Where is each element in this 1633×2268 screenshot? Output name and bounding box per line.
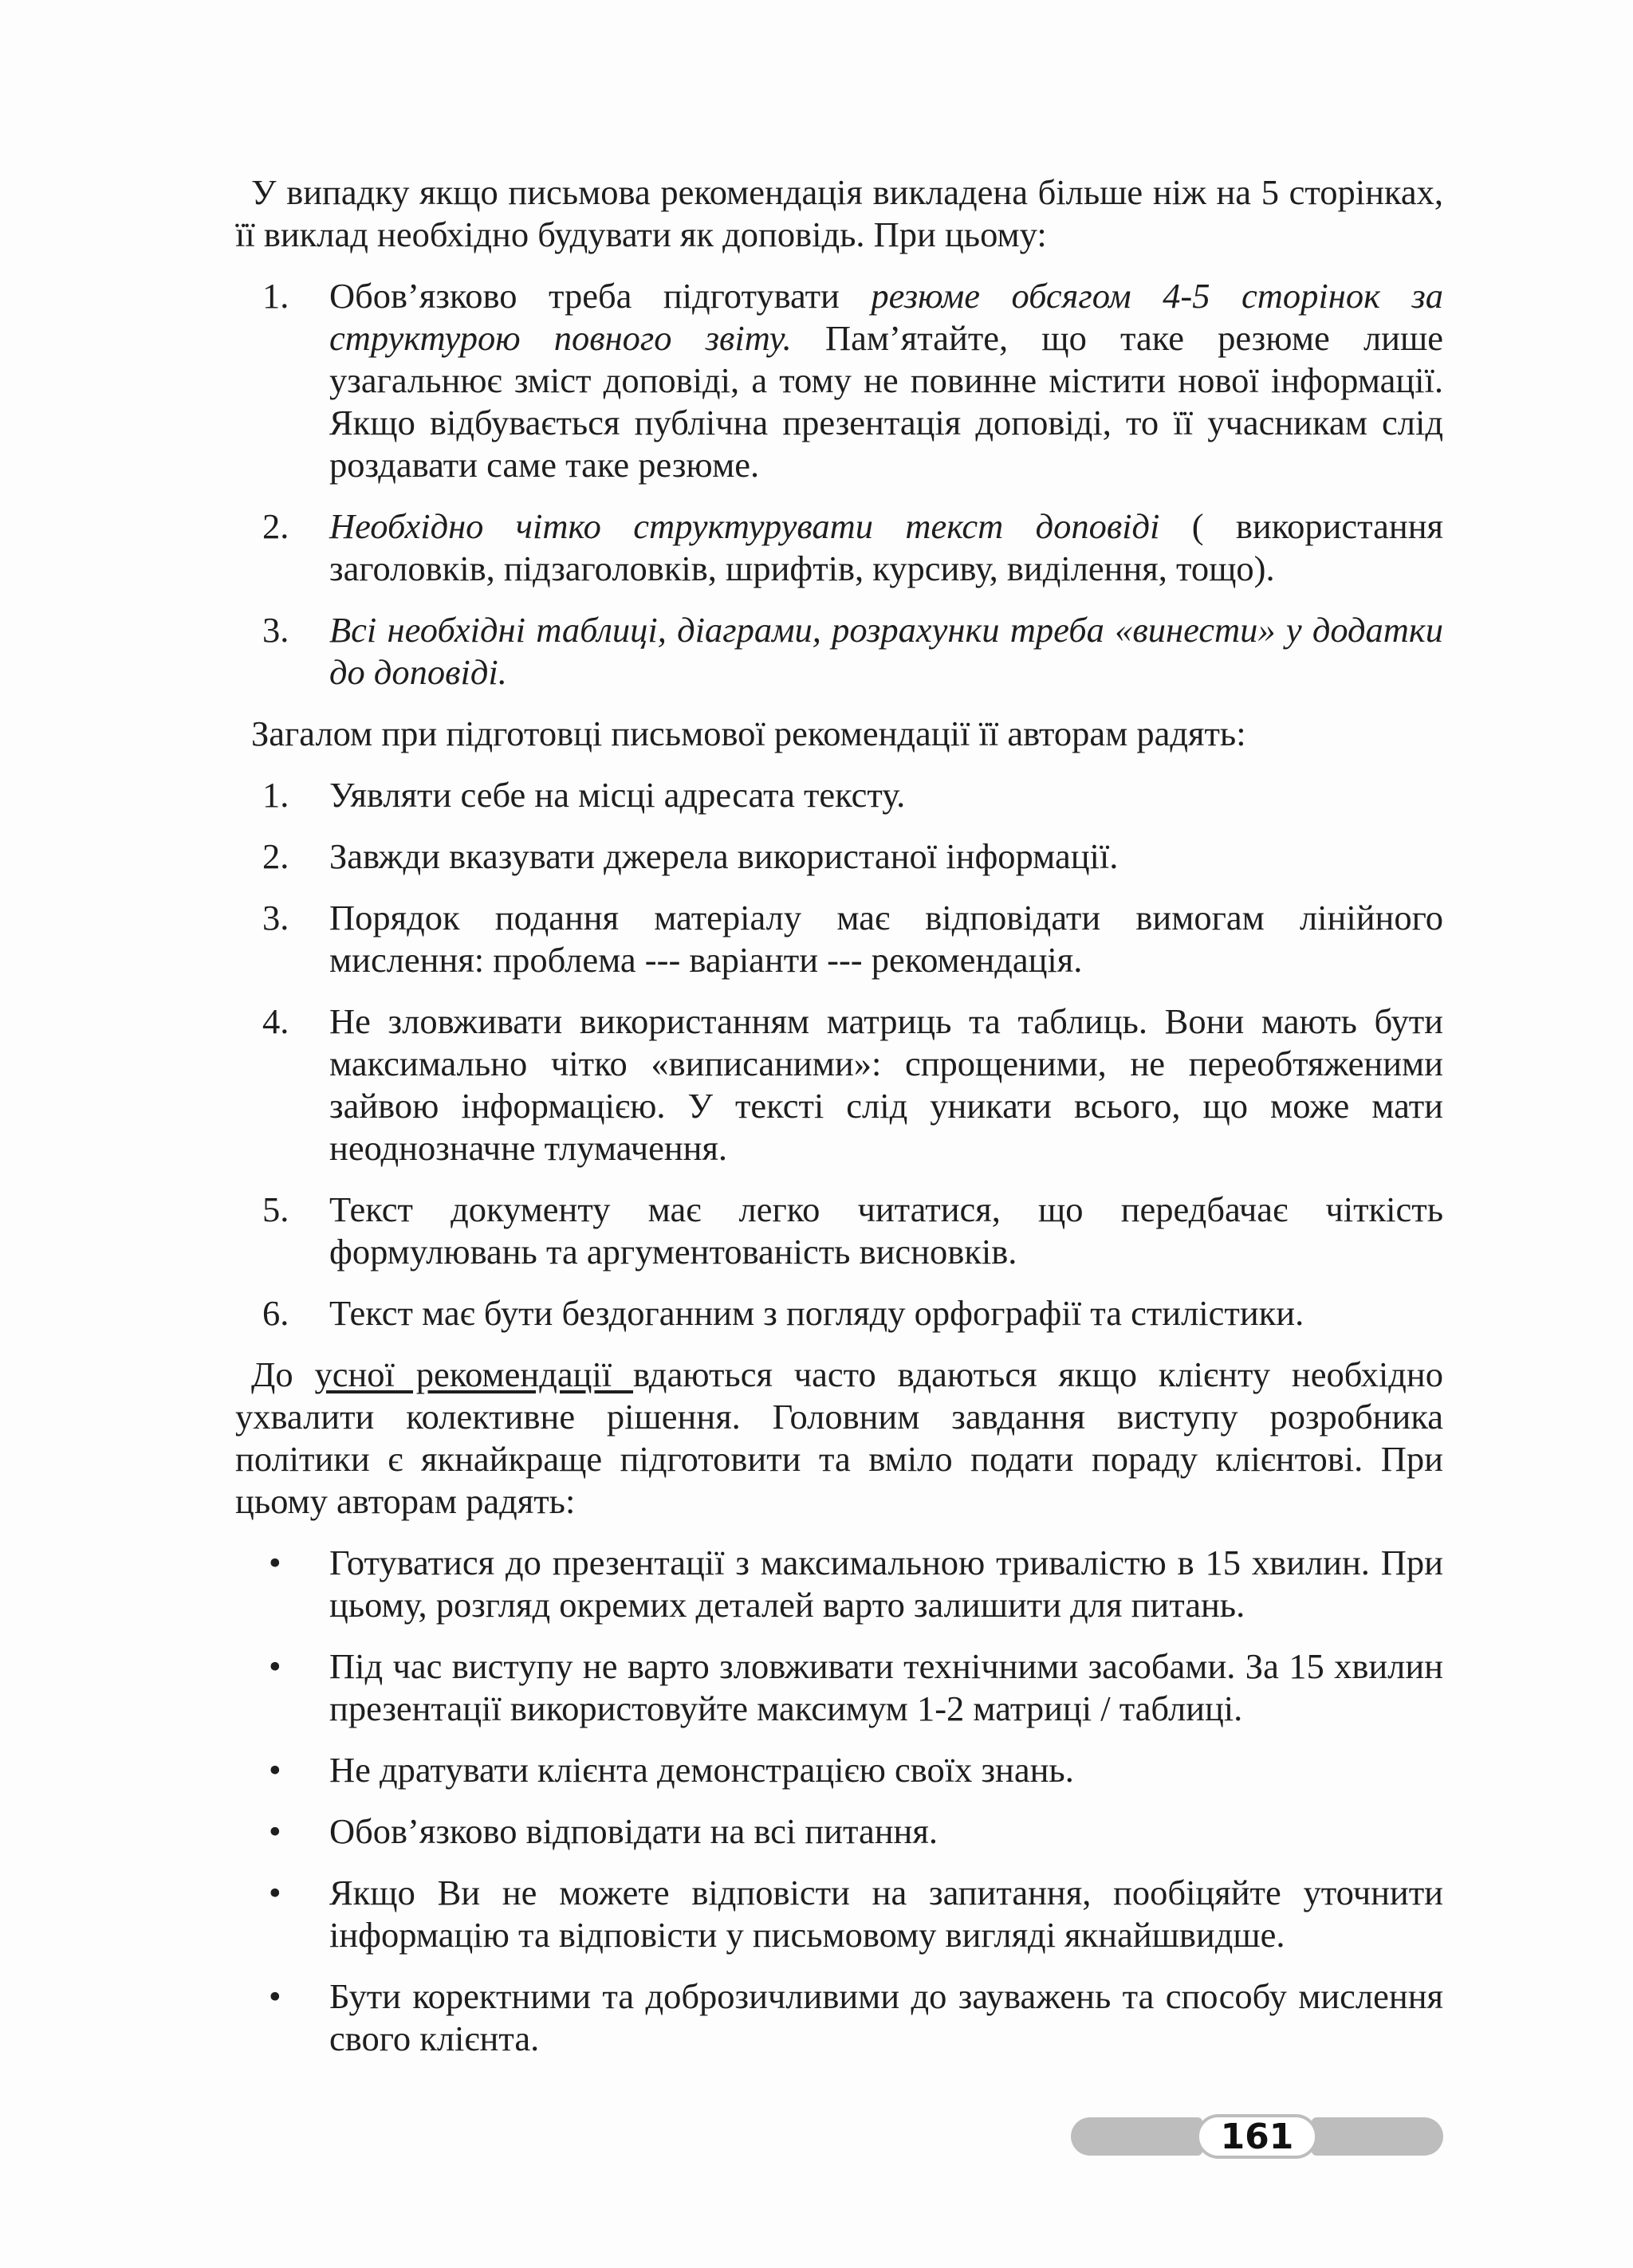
list-number: 1.: [262, 276, 289, 316]
page-body: [235, 171, 1443, 2079]
list-item: [235, 774, 1443, 816]
list-text: Порядок подання матеріалу має відповідати вимогам лінійного мислення: проблема --- варіанти --- рекомендація.: [329, 898, 1443, 980]
paragraph-text: До: [251, 1354, 315, 1394]
list-item: [235, 897, 1443, 981]
badge-bar-right: [1312, 2117, 1443, 2156]
list-text: Уявляти себе на місці адресата тексту.: [329, 775, 906, 815]
intro-paragraph: У випадку якщо письмова рекомендація викладена більше ніж на 5 сторінках, її виклад необхідно будувати як доповідь. При цьому:: [235, 172, 1443, 254]
list-number: 5.: [262, 1189, 289, 1229]
bullet-icon: •: [269, 1976, 281, 2016]
list-number: 3.: [262, 898, 289, 937]
list-text-plain: Пам’ятайте, що таке резюме лише узагальнює зміст доповіді, а тому не повинне містити нової інформації. Якщо відбувається публічна презентація доповіді, то її учасникам слід роздавати саме таке резюме.: [329, 318, 1443, 485]
bullet-text: Обов’язково відповідати на всі питання.: [329, 1811, 938, 1851]
list-text: Текст має бути бездоганним з погляду орфографії та стилістики.: [329, 1293, 1304, 1333]
list-text-plain: Обов’язково треба підготувати: [329, 276, 872, 316]
bullet-text: Бути коректними та доброзичливими до зауважень та способу мислення свого клієнта.: [329, 1976, 1443, 2058]
list-text-italic: резюме обсягом 4-5 сторінок за структурою повного звіту.: [329, 276, 1443, 358]
list-number: 2.: [262, 506, 289, 546]
bullet-text: Під час виступу не варто зловживати технічними засобами. За 15 хвилин презентації використовуйте максимум 1-2 матриці / таблиці.: [329, 1646, 1443, 1728]
list-item: [235, 275, 1443, 486]
list-number: 4.: [262, 1001, 289, 1041]
list-text: Завжди вказувати джерела використаної інформації.: [329, 836, 1119, 876]
bullet-item: [235, 1542, 1443, 1626]
underlined-term: усної рекомендації: [314, 1354, 634, 1394]
bullet-item: [235, 1872, 1443, 1956]
list-item: [235, 1189, 1443, 1273]
oral-recommendation-paragraph: [235, 1354, 1443, 1523]
bullet-text: Не дратувати клієнта демонстрацією своїх знань.: [329, 1750, 1074, 1790]
written-advice-list: [235, 774, 1443, 1334]
badge-bar-left: [1071, 2117, 1202, 2156]
bullet-text: Готуватися до презентації з максимальною тривалістю в 15 хвилин. При цьому, розгляд окремих деталей варто залишити для питань.: [329, 1543, 1443, 1625]
list-text-italic: Необхідно чітко структурувати текст доповіді: [329, 506, 1160, 546]
list-number: 3.: [262, 610, 289, 650]
list-text-italic: Всі необхідні таблиці, діаграми, розрахунки треба «винести» у додатки до доповіді.: [329, 610, 1443, 692]
bullet-icon: •: [269, 1750, 281, 1790]
list-text: Не зловживати використанням матриць та таблиць. Вони мають бути максимально чітко «виписаними»: спрощеними, не переобтяженими зайвою інформацією. У тексті слід уникати всього, що може мати неоднозначне тлумачення.: [329, 1001, 1443, 1168]
bullet-item: [235, 1975, 1443, 2060]
list-item: [235, 1292, 1443, 1334]
page-number: 161: [1196, 2114, 1318, 2159]
list-text-plain: ( використання заголовків, підзаголовків, шрифтів, курсиву, виділення, тощо).: [329, 506, 1443, 588]
page-number-badge: [1071, 2114, 1443, 2159]
paragraph-text: вдаються часто вдаються якщо клієнту необхідно ухвалити колективне рішення. Головним завдання виступу розробника політики є якнайкраще підготовити та вміло подати пораду клієнтові. При цьому авторам радять:: [235, 1354, 1444, 1521]
bullet-icon: •: [269, 1873, 281, 1912]
advice-intro-paragraph: Загалом при підготовці письмової рекомендації її авторам радять:: [251, 713, 1246, 753]
list-item: [235, 1000, 1443, 1169]
oral-advice-list: [235, 1542, 1443, 2060]
list-number: 6.: [262, 1293, 289, 1333]
bullet-text: Якщо Ви не можете відповісти на запитання, пообіцяйте уточнити інформацію та відповісти у письмовому вигляді якнайшвидше.: [329, 1873, 1443, 1955]
list-number: 1.: [262, 775, 289, 815]
bullet-icon: •: [269, 1543, 281, 1582]
list-item: [235, 835, 1443, 878]
list-text: Текст документу має легко читатися, що передбачає чіткість формулювань та аргументованість висновків.: [329, 1189, 1443, 1272]
list-item: [235, 505, 1443, 590]
bullet-item: [235, 1749, 1443, 1791]
bullet-item: [235, 1645, 1443, 1730]
bullet-icon: •: [269, 1646, 281, 1686]
report-requirements-list: [235, 275, 1443, 694]
list-number: 2.: [262, 836, 289, 876]
bullet-icon: •: [269, 1811, 281, 1851]
list-item: [235, 609, 1443, 694]
bullet-item: [235, 1810, 1443, 1853]
